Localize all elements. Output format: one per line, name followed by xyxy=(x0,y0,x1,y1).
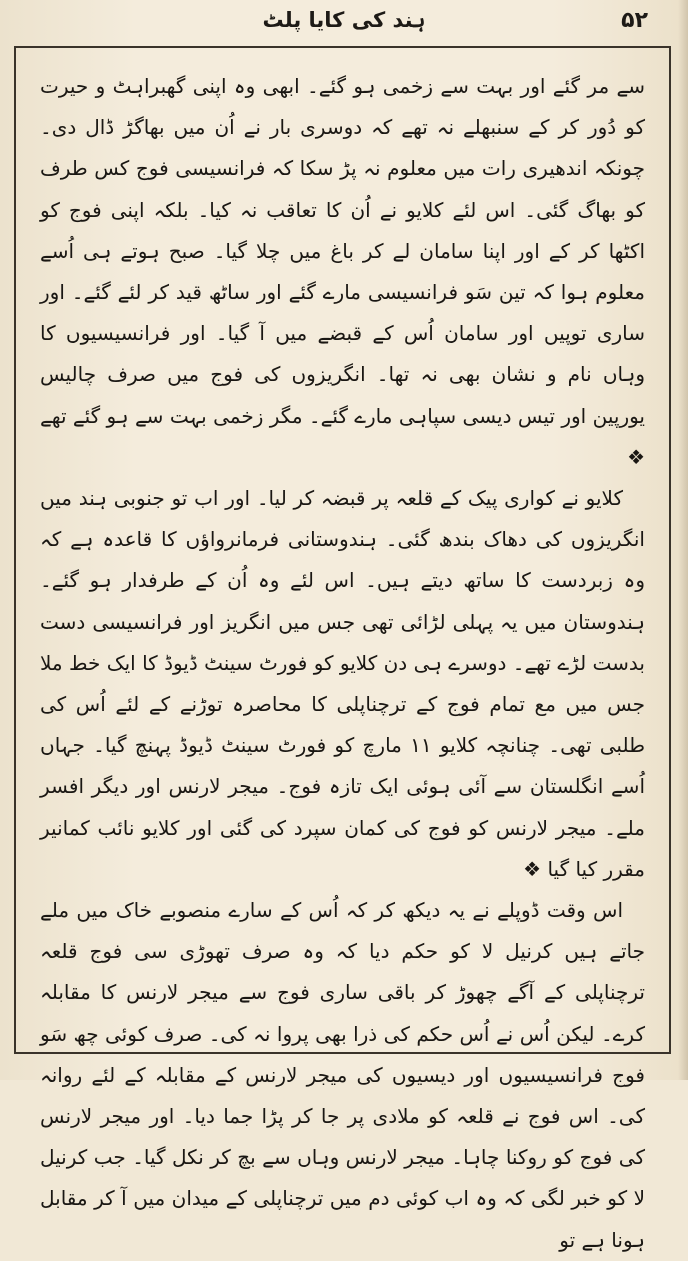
text-frame xyxy=(14,46,671,1252)
paragraph-1: سے مر گئے اور بہت سے زخمی ہو گئے۔ ابھی وہ اپنی گھبراہٹ و حیرت کو دُور کر کے سنبھلے نہ تھے کہ دوسری بار نے اُن میں بھاگڑ ڈال دی۔ چونکہ اندھیری رات میں معلوم نہ پڑ سکا کہ فرانسیسی فوج کس طرف کو بھاگ گئی۔ اس لئے کلایو نے اُن کا تعاقب نہ کیا۔ بلکہ اپنی فوج کو اکٹھا کر کے اور اپنا سامان لے کر باغ میں چلا گیا۔ صبح ہوتے ہی اُسے معلوم ہوا کہ تین سَو فرانسیسی مارے گئے اور ساٹھ قید کر لئے گئے۔ اور ساری توپیں اور سامان اُس کے قبضے میں آ گیا۔ اور فرانسیسیوں کا وہاں نام و نشان بھی نہ تھا۔ انگریزوں کی فوج میں صرف چالیس یورپین اور تیس دیسی سپاہی مارے گئے۔ مگر زخمی بہت سے ہو گئے تھے ❖ xyxy=(40,74,645,469)
body-text xyxy=(40,66,645,1261)
paragraph-2: کلایو نے کواری پیک کے قلعہ پر قبضہ کر لیا۔ اور اب تو جنوبی ہند میں انگریزوں کی دھاک بندھ گئی۔ ہندوستانی فرمانرواؤں کا قاعدہ ہے کہ وہ زبردست کا ساتھ دیتے ہیں۔ اس لئے وہ اُن کے طرفدار ہو گئے۔ ہندوستان میں یہ پہلی لڑائی تھی جس میں انگریز اور فرانسیسی دست بدست لڑے تھے۔ دوسرے ہی دن کلایو کو فورٹ سینٹ ڈیوڈ کا ایک خط ملا جس میں مع تمام فوج کے ترچناپلی کا محاصرہ توڑنے کے لئے اُس کی طلبی تھی۔ چنانچہ کلایو ۱۱ مارچ کو فورٹ سینٹ ڈیوڈ پہنچ گیا۔ جہاں اُسے انگلستان سے آئی ہوئی ایک تازہ فوج۔ میجر لارنس اور دیگر افسر ملے۔ میجر لارنس کو فوج کی کمان سپرد کی گئی اور کلایو نائب کمانیر مقرر کیا گیا ❖ xyxy=(40,486,646,881)
paragraph-3: اس وقت ڈوپلے نے یہ دیکھ کر کہ اُس کے سارے منصوبے خاک میں ملے جاتے ہیں کرنیل لا کو حکم دیا کہ وہ صرف تھوڑی سی فوج قلعہ ترچناپلی کے آگے چھوڑ کر باقی ساری فوج سے میجر لارنس کا مقابلہ کرے۔ لیکن اُس نے اُس حکم کی ذرا بھی پروا نہ کی۔ صرف کوئی چھ سَو فوج فرانسیسیوں اور دیسیوں کی میجر لارنس کے مقابلہ کے لئے روانہ کی۔ اس فوج نے قلعہ کو ملادی پر جا کر پڑا جما دیا۔ اور میجر لارنس کی فوج کو روکنا چاہا۔ میجر لارنس وہاں سے بچ کر نکل گیا۔ جب کرنیل لا کو خبر لگی کہ وہ اب کوئی دم میں ترچناپلی کے میدان میں آ کر مقابل ہونا ہے تو xyxy=(40,898,645,1252)
page-edge-shadow xyxy=(678,0,688,1080)
running-title: ہند کی کایا پلٹ xyxy=(262,8,426,32)
page-header xyxy=(0,0,688,46)
page-number: ۵۲ xyxy=(621,8,648,33)
